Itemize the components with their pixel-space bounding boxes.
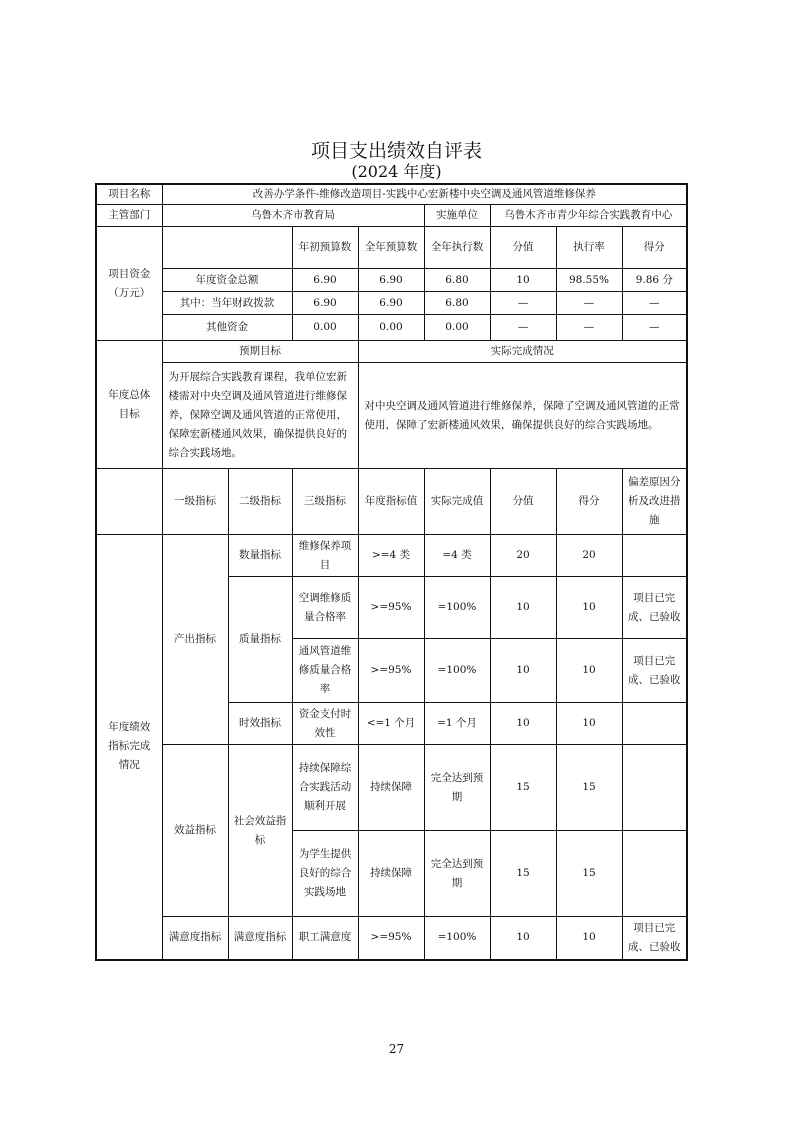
actual-cell: =100% (424, 639, 490, 703)
funds-cell: 10 (490, 269, 556, 292)
level1-satisfaction: 满意度指标 (162, 917, 228, 960)
funds-cell: 6.90 (358, 269, 424, 292)
level1-output: 产出指标 (162, 535, 228, 745)
funds-cell: — (556, 292, 622, 315)
funds-cell: — (622, 315, 687, 341)
level2-quantity: 数量指标 (228, 535, 292, 577)
score-value-cell: 10 (490, 577, 556, 639)
reason-cell: 项目已完成、已验收 (622, 639, 687, 703)
score-cell: 10 (556, 577, 622, 639)
funds-cell: 9.86 分 (622, 269, 687, 292)
actual-cell: =1 个月 (424, 703, 490, 745)
score-value-cell: 20 (490, 535, 556, 577)
score-value-cell: 10 (490, 639, 556, 703)
score-cell: 10 (556, 639, 622, 703)
indicator-header: 年度指标值 (358, 469, 424, 535)
score-value-cell: 10 (490, 703, 556, 745)
level1-benefit: 效益指标 (162, 745, 228, 917)
target-cell: >=4 类 (358, 535, 424, 577)
level3-cell: 持续保障综合实践活动顺利开展 (292, 745, 358, 831)
level2-satisfaction: 满意度指标 (228, 917, 292, 960)
reason-cell (622, 745, 687, 831)
score-value-cell: 15 (490, 831, 556, 917)
project-name-label: 项目名称 (96, 184, 162, 205)
funds-cell: 6.90 (292, 269, 358, 292)
score-cell: 15 (556, 831, 622, 917)
funds-cell: 0.00 (358, 315, 424, 341)
funds-label: 项目资金（万元） (96, 227, 162, 341)
indicator-header: 得分 (556, 469, 622, 535)
funds-header: 年初预算数 (292, 227, 358, 269)
actual-cell: =100% (424, 917, 490, 960)
page-number: 27 (388, 1042, 405, 1056)
level3-cell: 通风管道维修质量合格率 (292, 639, 358, 703)
score-cell: 15 (556, 745, 622, 831)
expected-header: 预期目标 (162, 341, 358, 363)
target-cell: >=95% (358, 917, 424, 960)
indicator-header: 分值 (490, 469, 556, 535)
level3-cell: 为学生提供良好的综合实践场地 (292, 831, 358, 917)
score-cell: 10 (556, 703, 622, 745)
reason-cell (622, 703, 687, 745)
actual-goal: 对中央空调及通风管道进行维修保养，保障了空调及通风管道的正常使用，保障了宏新楼通风效果，确保提供良好的综合实践场地。 (358, 363, 687, 469)
dept-value: 乌鲁木齐市教育局 (162, 205, 424, 227)
indicators-section-label: 年度绩效指标完成情况 (96, 535, 162, 960)
funds-cell: — (622, 292, 687, 315)
funds-row-name: 其中：当年财政拨款 (162, 292, 292, 315)
funds-header-blank (162, 227, 292, 269)
funds-cell: — (490, 292, 556, 315)
performance-table (95, 183, 688, 961)
target-cell: >=95% (358, 639, 424, 703)
reason-cell (622, 535, 687, 577)
target-cell: 持续保障 (358, 745, 424, 831)
project-name: 改善办学条件-维修改造项目-实践中心宏新楼中央空调及通风管道维修保养 (162, 184, 687, 205)
actual-cell: =100% (424, 577, 490, 639)
actual-cell: 完全达到预期 (424, 745, 490, 831)
level3-cell: 资金支付时效性 (292, 703, 358, 745)
score-value-cell: 15 (490, 745, 556, 831)
indicator-header: 一级指标 (162, 469, 228, 535)
indicator-header: 二级指标 (228, 469, 292, 535)
level2-timeliness: 时效指标 (228, 703, 292, 745)
level3-cell: 维修保养项目 (292, 535, 358, 577)
indicator-header: 实际完成值 (424, 469, 490, 535)
dept-label: 主管部门 (96, 205, 162, 227)
target-cell: <=1 个月 (358, 703, 424, 745)
funds-header: 全年执行数 (424, 227, 490, 269)
funds-cell: 6.90 (292, 292, 358, 315)
indicator-header: 三级指标 (292, 469, 358, 535)
target-cell: >=95% (358, 577, 424, 639)
target-cell: 持续保障 (358, 831, 424, 917)
reason-cell: 项目已完成、已验收 (622, 917, 687, 960)
funds-header: 分值 (490, 227, 556, 269)
funds-cell: 6.90 (358, 292, 424, 315)
funds-cell: 6.80 (424, 292, 490, 315)
level2-social: 社会效益指标 (228, 745, 292, 917)
indicator-header-blank (96, 469, 162, 535)
score-cell: 10 (556, 917, 622, 960)
level3-cell: 空调维修质量合格率 (292, 577, 358, 639)
reason-cell: 项目已完成、已验收 (622, 577, 687, 639)
funds-cell: 98.55% (556, 269, 622, 292)
funds-cell: 0.00 (292, 315, 358, 341)
funds-header: 执行率 (556, 227, 622, 269)
expected-goal: 为开展综合实践教育课程，我单位宏新楼需对中央空调及通风管道进行维修保养，保障空调及通风管道的正常使用，保障宏新楼通风效果，确保提供良好的综合实践场地。 (162, 363, 358, 469)
goals-label: 年度总体目标 (96, 341, 162, 469)
funds-cell: 0.00 (424, 315, 490, 341)
page-title: 项目支出绩效自评表 (310, 140, 482, 162)
score-cell: 20 (556, 535, 622, 577)
funds-cell: — (556, 315, 622, 341)
actual-cell: 完全达到预期 (424, 831, 490, 917)
funds-row-name: 年度资金总额 (162, 269, 292, 292)
level3-cell: 职工满意度 (292, 917, 358, 960)
funds-cell: 6.80 (424, 269, 490, 292)
actual-cell: =4 类 (424, 535, 490, 577)
funds-cell: — (490, 315, 556, 341)
indicator-header: 偏差原因分析及改进措施 (622, 469, 687, 535)
unit-label: 实施单位 (424, 205, 490, 227)
score-value-cell: 10 (490, 917, 556, 960)
actual-header: 实际完成情况 (358, 341, 687, 363)
funds-row-name: 其他资金 (162, 315, 292, 341)
funds-header: 全年预算数 (358, 227, 424, 269)
unit-value: 乌鲁木齐市青少年综合实践教育中心 (490, 205, 687, 227)
funds-header: 得分 (622, 227, 687, 269)
reason-cell (622, 831, 687, 917)
level2-quality: 质量指标 (228, 577, 292, 703)
page-subtitle: (2024 年度) (351, 162, 442, 181)
